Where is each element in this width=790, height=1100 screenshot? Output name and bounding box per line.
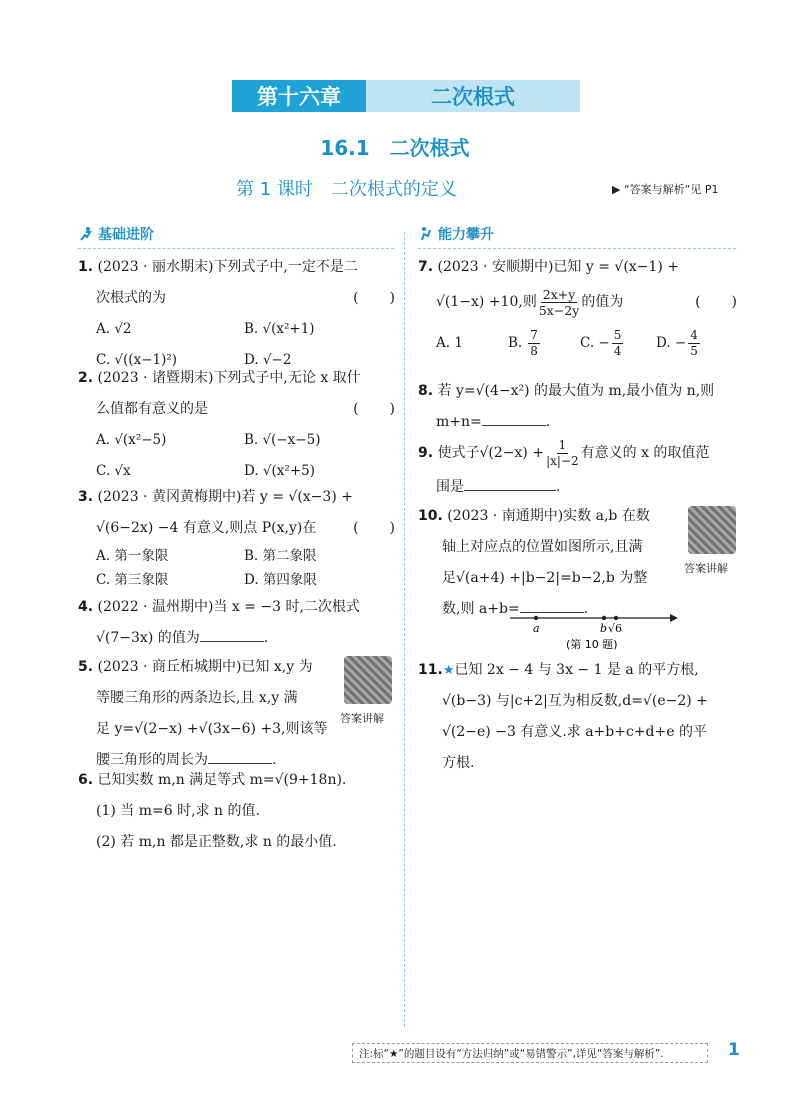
chapter-banner: [232, 80, 580, 112]
answer-blank: [464, 474, 556, 491]
label-a: a: [533, 622, 540, 635]
axis-arrow: [670, 614, 678, 622]
column-divider: [404, 232, 405, 1027]
chapter-name: 二次根式: [366, 80, 580, 112]
question-7: 7. (2023 · 安顺期中)已知 y = √(x−1) + √(1−x) +10,则 2x+y 5x−2y 的值为 ( ) A. 1 B. 7 8 C. − $\frac{5}{4}$ D. − $\frac{4}{5}$: [418, 259, 738, 358]
label-b: b: [600, 622, 608, 635]
question-6: 6. 已知实数 m,n 满足等式 m=√(9+18n). (1) 当 m=6 时,求 n 的值. (2) 若 m,n 都是正整数,求 n 的最小值.: [78, 772, 347, 850]
left-heading-text: 基础进阶: [98, 227, 154, 243]
runner-icon: [78, 226, 94, 242]
answer-blank: [482, 409, 546, 426]
footer-note: 注:标“★”的题目设有“方法归纳”或“易错警示”,详见“答案与解析”.: [352, 1043, 708, 1063]
fraction: 2x+y 5x−2y: [538, 286, 580, 318]
qr-label-q5: 答案讲解: [340, 712, 384, 725]
lesson-title: 第 1 课时 二次根式的定义: [236, 179, 457, 200]
number-line-figure: [500, 608, 680, 652]
right-heading-text: 能力攀升: [438, 227, 494, 243]
point-b: [602, 616, 606, 620]
left-column-heading: [78, 224, 394, 249]
qr-code-q5[interactable]: [344, 656, 392, 704]
question-3: 3. (2023 · 黄冈黄梅期中)若 y = √(x−3) + √(6−2x) −4 有意义,则点 P(x,y)在 ( ) A. 第一象限 B. 第二象限 C. 第三象限 D. 第四象限: [78, 489, 396, 588]
star-icon: ★: [442, 663, 455, 678]
answer-blank: [208, 747, 272, 764]
answer-blank: [200, 625, 264, 642]
label-sqrt6: √6: [608, 622, 623, 635]
page-number: 1: [728, 1040, 740, 1060]
right-heading-line: [418, 248, 736, 249]
point-a: [534, 616, 538, 620]
answer-reference: ▶ “答案与解析”见 P1: [612, 183, 719, 196]
question-5: 5. (2023 · 商丘柘城期中)已知 x,y 为 等腰三角形的两条边长,且 x,y 满 足 y=√(2−x) +√(3x−6) +3,则该等 腰三角形的周长为 .: [78, 659, 328, 768]
question-8: 8. 若 y=√(4−x²) 的最大值为 m,最小值为 n,则 m+n= .: [418, 383, 715, 430]
section-title: 16.1 二次根式: [320, 136, 470, 160]
question-1: 1. (2023 · 丽水期末)下列式子中,一定不是二 次根式的为 ( ) A. √2 B. √(x²+1) C. √((x−1)²) D. √−2: [78, 259, 396, 368]
question-9: 9. 使式子√(2−x) + $\frac{1}{|x|-2}$ 有意义的 x 的取值范 围是 .: [418, 437, 710, 495]
qr-code-q10[interactable]: [688, 506, 736, 554]
fraction: $\frac{1}{|x|-2}$: [546, 437, 579, 468]
right-column-heading: [418, 224, 736, 249]
point-sqrt6: [614, 616, 618, 620]
question-4: 4. (2022 · 温州期中)当 x = −3 时,二次根式 √(7−3x) 的值为 .: [78, 599, 360, 646]
question-11: 11.★已知 2x − 4 与 3x − 1 是 a 的平方根, √(b−3) 与|c+2|互为相反数,d=√(e−2) + √(2−e) −3 有意义.求 a+b+c+d+e 的平 方根.: [418, 662, 708, 771]
left-heading-line: [78, 248, 394, 249]
figure-caption: (第 10 题): [566, 638, 618, 651]
qr-label-q10: 答案讲解: [684, 562, 728, 575]
climber-icon: [418, 226, 434, 242]
question-2: 2. (2023 · 诸暨期末)下列式子中,无论 x 取什 么值都有意义的是 ( ) A. √(x²−5) B. √(−x−5) C. √x D. √(x²+5): [78, 370, 396, 479]
chapter-label: 第十六章: [232, 80, 366, 112]
question-10: 10. (2023 · 南通期中)实数 a,b 在数 轴上对应点的位置如图所示,且满 足√(a+4) +|b−2|=b−2,b 为整 数,则 a+b= .: [418, 508, 650, 617]
